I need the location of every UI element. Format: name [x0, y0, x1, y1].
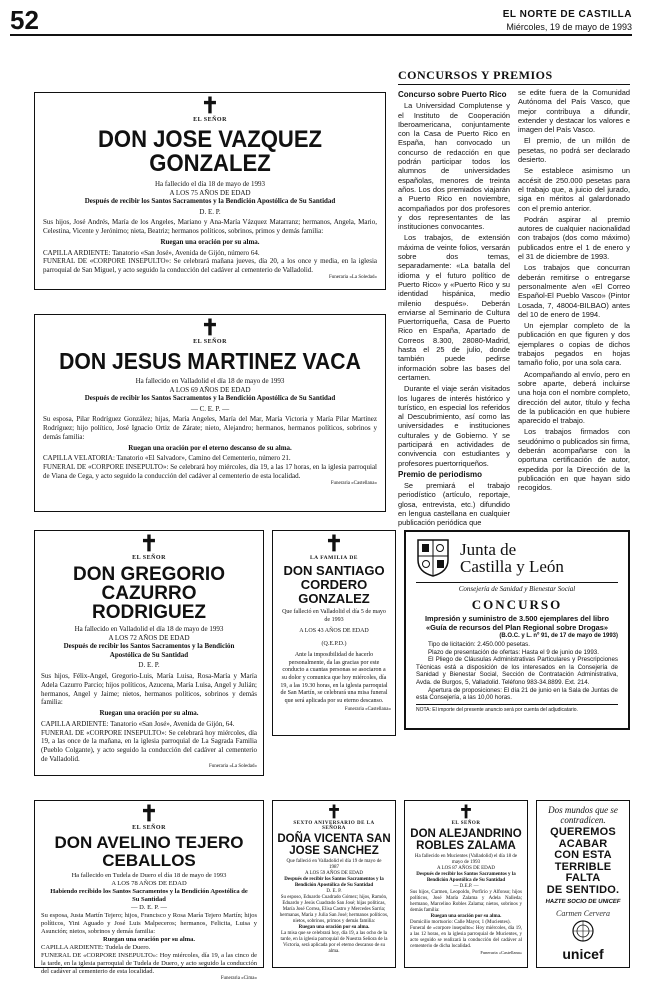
obituary-dep: — C. E. P. — — [190, 404, 230, 413]
obituary-family: Su esposa, Pilar Rodríguez González; hijas, María Angeles, María del Mar, María Victoria y María Pilar Martínez Rodríguez; hijo político, José Ignacio Ortiz de Zárate; nieto, Alejandro; hermanos, hermanos políticos, sobrinos y demás familia: — [43, 415, 377, 441]
unicef-logo: unicef — [562, 946, 604, 962]
obituary-dep: — D. E. P. — — [131, 904, 167, 911]
unicef-line: ACABAR — [558, 837, 608, 850]
funeral-home-credit: Funeraria «La Soledad» — [328, 274, 377, 280]
unicef-tagline: Dos mundos que se contradicen. — [548, 805, 618, 825]
unicef-cta: HAZTE SOCIO DE UNICEF — [545, 899, 621, 905]
funeral-home-credit: Funeraria «Castellana» — [344, 707, 391, 713]
obituary-age: A LOS 43 AÑOS DE EDAD — [299, 628, 369, 634]
jcyl-name-line2: Castilla y León — [460, 556, 564, 576]
obituary-label: EL SEÑOR — [132, 555, 166, 561]
cross-icon: ✝ — [139, 531, 159, 556]
obituary-chapel: CAPILLA ARDIENTE: Tanatorio «San José», Avenida de Gijón, número 64. — [43, 248, 260, 257]
header-rule — [10, 34, 632, 36]
jcyl-nota-rule — [416, 704, 618, 705]
obituary-name: DON JESUS MARTINEZ VACA — [59, 348, 361, 374]
obituary-age: A LOS 59 AÑOS DE EDAD — [305, 871, 363, 876]
funeral-home-credit: Funeraria «Cima» — [220, 976, 257, 981]
concursos-paragraph: Se establece asimismo un accésit de 250.000 pesetas para el trabajo que, a juicio del jurado, siga en méritos al galardonado con el premio anterior. — [518, 166, 630, 213]
unicef-line: QUEREMOS — [550, 826, 616, 838]
obituary-label: EL SEÑOR — [193, 117, 227, 123]
jcyl-pliego: El Pliego de Cláusulas Administrativas Particulares y Prescripciones Técnicas está a disposición de los interesados en la Consejería de Sanidad y Bienestar Social, Sección de Contratación Administrativa, Avda. de Burgos, 5, Valladolid. Teléfono 983-34.8899. Ext. 214. — [416, 656, 618, 686]
obituary-label: SEXTO ANIVERSARIO DE LA SEÑORA — [293, 821, 375, 831]
obituary-died: Ha fallecido en Valladolid el día 18 de mayo de 1993 — [135, 377, 285, 385]
jcyl-apertura: Apertura de proposiciones: El día 21 de junio en la Sala de Juntas de esta Consejería, a las 10,00 horas. — [416, 686, 618, 702]
obituary-died: Que falleció en Valladolid el día 5 de mayo de 1993 — [282, 609, 386, 623]
obituary-funeral: FUNERAL DE «CORPORE INSEPULTO»: Hoy miércoles, día 19, a las cinco de la tarde, en la iglesia parroquial de Tudela de Duero, y acto seguido la conducción del cadáver al cementerio de esta localidad. — [41, 952, 257, 975]
obituary-prayer: Ruegan una oración por su alma. — [160, 237, 260, 246]
obituary-family: Sus hijos, José Andrés, María de los Angeles, Mariano y Ana-María Vázquez Matarranz; hermanos, Angela, Mario, Celestina, Vicente y Jerónimo; nieta, Beatriz; hermanos políticos, sobrinos, primos y demás familia: — [43, 218, 377, 236]
funeral-home-credit: Funeraria «Castellana» — [480, 950, 522, 955]
obituary-age: A LOS 87 AÑOS DE EDAD — [437, 866, 495, 871]
masthead-date: Miércoles, 19 de mayo de 1993 — [506, 22, 632, 32]
jcyl-rule — [416, 582, 618, 583]
obituary-text: La misa que se celebrará hoy, día 19, a las ocho de la tarde, en la iglesia parroquial de Nuestra Señora de la Victoria, será aplicada por el eterno descanso de su alma. — [280, 931, 388, 954]
obituary-died: Ha fallecido el día 18 de mayo de 1993 — [154, 180, 266, 188]
funeral-home-credit: Funeraria «Castellana» — [330, 480, 377, 486]
concursos-column-left — [398, 88, 510, 530]
cross-icon: ✝ — [324, 531, 344, 556]
obituary-cazurro — [34, 530, 264, 776]
jcyl-name-line1: Junta de — [460, 539, 517, 559]
jcyl-nota: NOTA: El importe del presente anuncio será por cuenta del adjudicatario. — [416, 706, 578, 713]
unicef-line: CON ESTA — [554, 849, 612, 861]
unicef-signature: Carmen Cervera — [556, 909, 610, 918]
obituary-family: Sus hijos, Carmen, Leopoldo, Porfirio y Alfonso; hijos políticos, José María Zalama y Adela Nalleda; hermano, Marcelino Robles Zalama; nietos, sobrinos y demás familia: — [410, 890, 522, 913]
cross-icon: ✝ — [326, 802, 342, 822]
obituary-age: A LOS 69 AÑOS DE EDAD — [169, 385, 251, 394]
obituary-funeral: FUNERAL DE «CORPORE INSEPULTO»: Se celebrará mañana jueves, día 20, a los once y media, en la iglesia parroquial de San Miguel, y acto seguido la conducción del cadáver al cementerio de Valladolid. — [43, 257, 377, 275]
unicef-line: TERRIBLE — [554, 860, 612, 873]
obituary-cordero — [272, 530, 396, 736]
obituary-age: A LOS 75 AÑOS DE EDAD — [169, 188, 251, 197]
obituary-sacraments: Después de recibir los Santos Sacramentos y la Bendición Apostólica de Su Santidad — [84, 394, 336, 403]
obituary-died: Ha fallecido en Tudela de Duero el día 18 de mayo de 1993 — [71, 872, 227, 879]
concursos-paragraph: Los trabajos firmados con seudónimo o publicados sin firma, deberán acompañarse con la oportuna certificación de autor, expedida por la Dirección de la publicación en que hayan sido recogidos. — [518, 427, 630, 493]
obituary-chapel: CAPILLA VELATORIA: Tanatorio «El Salvador», Camino del Cementerio, número 21. — [43, 454, 291, 463]
obituary-family: Su esposa, Justa Martín Tejero; hijos, Francisco y Rosa María Tejero Martín; hijos políticos, Yini Aguado y José Luis Malpeceros; hermanos, Felicita, Luisa y Asunción; nietos, sobrinos y demás familia: — [41, 912, 257, 935]
obituary-age: A LOS 78 AÑOS DE EDAD — [111, 880, 187, 887]
obituary-dep: D. E. P. — [199, 207, 221, 216]
concursos-column-right — [518, 88, 630, 494]
coat-of-arms-icon — [416, 538, 450, 578]
concursos-paragraph: Podrán aspirar al premio autores de cualquier nacionalidad con trabajos (dos como máximo) publicados entre el 1 de enero y el 31 de diciembre de 1993. — [518, 214, 630, 262]
obituary-died: Ha fallecido en Mucientes (Valladolid) el día 18 de mayo de 1993 — [414, 854, 518, 865]
obituary-family: Sus hijos, Félix-Angel, Gregorio-Luis, María Luisa, Rosa-María y María Adela Cazurro Parcio; hijos políticos, Azucena, María Luisa, Angel y Julián; hermanos, Angel y Jaime; nietos, hermanos políticos, sobrinos y demás familia: — [41, 671, 257, 707]
obituary-text: Ante la imposibilidad de hacerlo personalmente, da las gracias por este conducto a cuantas personas se asociaron a su dolor y comunica que hoy miércoles, día 19, a las 19.30 horas, en la iglesia parroquial de San Martín, se celebrará una misa funeral que será aplicada por su eterno descanso. — [280, 652, 388, 704]
obituary-martinez — [34, 314, 386, 512]
obituary-family: Su esposo, Eduardo Cuadrado Gómez; hijos, Ramón, Eduardo y Jesús Cuadrado San José; hijas políticas, María José Correa, Elisa Castro y Mercedes Sarria; hermanas, María y Julia San José; hermanos políticos, nietos, sobrinos, primos y demás familia: — [279, 895, 389, 924]
unicef-line: FALTA — [565, 872, 601, 884]
obituary-name: DON AVELINO TEJERO CEBALLOS — [54, 833, 244, 870]
obituary-label: LA FAMILIA DE — [310, 555, 358, 561]
obituary-sacraments: Después de recibir los Santos Sacramentos y la Bendición Apostólica de Su Santidad — [63, 642, 235, 659]
obituary-name: DON ALEJANDRINO ROBLES ZALAMA — [410, 828, 522, 852]
obituary-prayer: Ruegan una oración por su alma. — [99, 709, 199, 718]
cross-icon: ✝ — [139, 801, 159, 826]
jcyl-title: CONCURSO — [471, 597, 563, 612]
funeral-home-credit: Funeraria «La Soledad» — [208, 763, 257, 769]
unicef-emblem-icon — [572, 920, 594, 942]
concursos-paragraph: Los trabajos que concurran deberán remitirse o entregarse personalmente a/en «El Correo Español-El Pueblo Vasco» (Pintor Losada, 7, 48004-BILBAO) antes del 10 de enero de 1994. — [518, 263, 630, 319]
concursos-heading-periodismo: Premio de periodismo — [398, 469, 483, 479]
jcyl-boc: (B.O.C. y L. nº 91, de 17 de mayo de 1993) — [499, 633, 618, 639]
obituary-prayer: Ruegan una oración por su alma. — [298, 925, 370, 930]
concursos-rule — [398, 84, 630, 85]
obituary-died: Ha fallecido en Valladolid el día 18 de mayo de 1993 — [74, 625, 224, 633]
cross-icon: ✝ — [458, 802, 474, 822]
concursos-section-title: CONCURSOS Y PREMIOS — [398, 68, 553, 82]
obituary-dep: D. E. P. — [326, 889, 342, 894]
concursos-paragraph: La Universidad Complutense y el Instituto de Cooperación Iberoamericana, conjuntamente con la Casa de Puerto Rico en España, han convocado un concurso de redacción en que podrán participar todos los alumnos de universidades españolas, menores de treinta años. Los dos premiados viajarán a Puerto Rico en noviembre, acompañados por dos profesores y dos representantes de las instituciones convocantes. — [398, 101, 510, 232]
obituary-dep: — D.E.P. — — [453, 884, 479, 889]
unicef-line: DE SENTIDO. — [546, 883, 620, 896]
obituary-name: DOÑA VICENTA SAN JOSE SANCHEZ — [277, 833, 391, 857]
obituary-sacraments: Después de recibir los Santos Sacramentos y la Bendición Apostólica de Su Santidad — [284, 877, 384, 888]
obituary-robles — [404, 800, 528, 968]
concursos-paragraph: El premio, de un millón de pesetas, no podrá ser declarado desierto. — [518, 136, 630, 165]
obituary-label: EL SEÑOR — [193, 339, 227, 345]
obituary-sacraments: Después de recibir los Santos Sacramentos y la Bendición Apostólica de Su Santidad — [416, 872, 516, 883]
obituary-san-jose — [272, 800, 396, 968]
obituary-died: Que falleció en Valladolid el día 19 de mayo de 1987 — [286, 859, 382, 870]
cross-icon: ✝ — [200, 93, 220, 118]
obituary-chapel: CAPILLA ARDIENTE: Tanatorio «San José», Avenida de Gijón, 64. — [41, 719, 235, 728]
obituary-name: DON JOSE VAZQUEZ GONZALEZ — [97, 126, 323, 177]
obituary-name: DON SANTIAGO CORDERO GONZALEZ — [283, 563, 385, 606]
obituary-chapel: CAPILLA ARDIENTE: Tudela de Duero. — [41, 944, 151, 951]
jcyl-tipo: Tipo de licitación: 2.450.000 pesetas. — [428, 641, 530, 648]
concursos-paragraph: Durante el viaje serán visitados los lugares de interés histórico y turístico, en especial los referidos al Descubrimiento, así como las universidades e instituciones culturales y de Gobierno. Y se participará en actividades de convivencia con estudiantes y profesores puertorriqueños. — [398, 384, 510, 468]
obituary-prayer: Ruegan una oración por su alma. — [430, 914, 502, 919]
obituary-funeral: FUNERAL DE «CORPORE INSEPULTO»: Se celebrará hoy miércoles, día 19, a las 17 horas, en la iglesia parroquial de Viana de Cega, y acto seguido la conducción del cadáver al cementerio de esta localidad. — [43, 463, 377, 480]
cross-icon: ✝ — [200, 315, 220, 340]
jcyl-department: Consejería de Sanidad y Bienestar Social — [458, 585, 576, 593]
concursos-paragraph: Acompañando al envío, pero en sobre aparte, deberá incluirse una hoja con el nombre completo, dirección del autor, título y fecha de la publicación en que hubiere aparecido el trabajo. — [518, 369, 630, 426]
obituary-label: EL SEÑOR — [451, 821, 481, 826]
concursos-paragraph: Se premiará el trabajo periodístico (artículo, reportaje, glosa, entrevista, etc.) difundido en lengua castellana en cualquier publicación periódica que — [398, 481, 510, 528]
page-number: 52 — [10, 5, 39, 35]
jcyl-subject: Impresión y suministro de 3.500 ejemplares del libro «Guía de recursos del Plan Regional sobre Drogas» — [424, 614, 609, 632]
obituary-vazquez — [34, 92, 386, 290]
concursos-paragraph: Los trabajos, de extensión máxima de veinte folios, versarán sobre dos temas, separadamente: «La batalla del idioma y el futuro político de Puerto Rico» y «Puerto Rico y su identidad hispánica, medio milenio después». Deberán enviarse al Seminario de Cultura Puertorriqueña, Casa de Puerto Rico en España, Apartado de Correos 8.300, 28080-Madrid, hasta el 25 de julio, donde también puede pedirse información sobre las bases del certamen. — [398, 233, 510, 382]
obituary-sacraments: Después de recibir los Santos Sacramentos y la Bendición Apostólica de Su Santidad — [84, 197, 336, 206]
obituary-prayer: Ruegan una oración por el eterno descanso de su alma. — [128, 443, 292, 452]
obituary-dep: D. E. P. — [138, 661, 160, 670]
masthead-paper: EL NORTE DE CASTILLA — [502, 9, 632, 20]
obituary-prayer: Ruegan una oración por su alma. — [103, 936, 195, 943]
obituary-tejero — [34, 800, 264, 981]
obituary-sacraments: Habiendo recibido los Santos Sacramentos y la Bendición Apostólica de Su Santidad — [50, 888, 248, 903]
concursos-heading-puerto-rico: Concurso sobre Puerto Rico — [398, 90, 507, 99]
obituary-name: DON GREGORIO CAZURRO RODRIGUEZ — [72, 564, 225, 623]
concursos-paragraph: Un ejemplar completo de la publicación en que figuren y dos ejemplares o copias de dichos trabajos pegados en hojas tamaño folio, por una sola cara. — [518, 321, 630, 368]
obituary-chapel: Domicilio mortuorio: Calle Mayor, 1 (Mucientes). — [410, 920, 511, 925]
obituary-dep: (Q.E.P.D.) — [321, 640, 347, 647]
concursos-paragraph: se edite fuera de la Comunidad Autónoma del País Vasco, que mejor contribuya a difundir, extender y destacar los valores e imagen del País Vasco. — [518, 88, 630, 135]
unicef-ad — [536, 800, 630, 968]
jcyl-announcement — [404, 530, 630, 730]
obituary-funeral: FUNERAL DE «CORPORE INSEPULTO»: Se celebrará hoy miércoles, día 19, a las once de la mañana, en la iglesia parroquial de La Sagrada Familia (Pueblo Colgante), y acto seguido la conducción del cadáver al cementerio de Valladolid. — [41, 728, 257, 763]
obituary-funeral: Funeral de «corpore insepulto»: Hoy miércoles, día 19, a las 12 horas, en la iglesia parroquial de Mucientes, y acto seguido se realizará la conducción del cadáver al cementerio de dicha localidad. — [410, 926, 522, 949]
jcyl-plazo: Plazo de presentación de ofertas: Hasta el 9 de junio de 1993. — [428, 648, 599, 656]
obituary-label: EL SEÑOR — [132, 825, 166, 831]
obituary-age: A LOS 72 AÑOS DE EDAD — [108, 633, 190, 642]
